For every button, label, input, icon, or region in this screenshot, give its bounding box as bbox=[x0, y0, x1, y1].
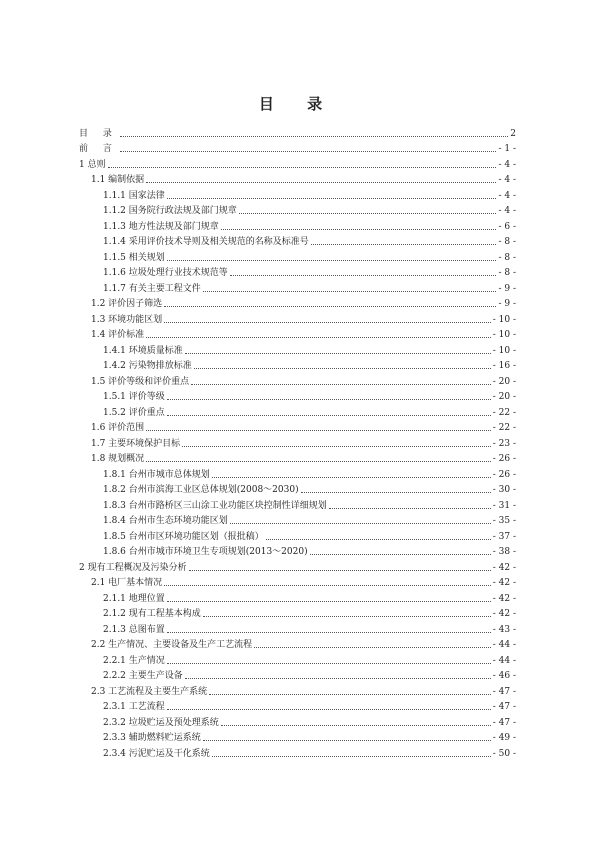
toc-entry-page: - 44 - bbox=[492, 655, 516, 666]
toc-entry[interactable] bbox=[79, 186, 516, 202]
toc-entry[interactable] bbox=[79, 620, 516, 636]
toc-entry[interactable] bbox=[79, 357, 516, 373]
dot-leader bbox=[167, 632, 491, 633]
dot-leader bbox=[167, 415, 491, 416]
toc-entry[interactable] bbox=[79, 713, 516, 729]
toc-entry-label: 1.3 环境功能区划 bbox=[91, 314, 163, 325]
toc-entry-page: - 26 - bbox=[492, 469, 516, 480]
toc-entry-label: 1.2 评价因子筛选 bbox=[91, 299, 163, 309]
toc-title: 目 录 bbox=[258, 95, 337, 113]
toc-entry-page: - 20 - bbox=[492, 376, 516, 387]
toc-entry-page: - 47 - bbox=[492, 717, 516, 728]
toc-entry-label: 1.7 主要环境保护目标 bbox=[91, 438, 181, 449]
toc-entry[interactable] bbox=[79, 326, 516, 342]
dot-leader bbox=[221, 229, 497, 230]
toc-entry-label: 2.3.4 污泥贮运及干化系统 bbox=[103, 748, 210, 759]
toc-entry-page: - 42 - bbox=[492, 578, 516, 588]
toc-entry-label: 1.1.5 相关规划 bbox=[103, 252, 165, 263]
dot-leader bbox=[311, 244, 497, 245]
toc-entry-label: 2.3 工艺流程及主要生产系统 bbox=[91, 686, 208, 697]
toc-entry-label: 2.1.1 地理位置 bbox=[103, 593, 165, 604]
dot-leader bbox=[209, 694, 491, 695]
toc-entry[interactable] bbox=[79, 527, 516, 543]
table-of-contents bbox=[79, 124, 516, 760]
toc-entry-label: 1.1.1 国家法律 bbox=[103, 190, 165, 201]
toc-entry[interactable] bbox=[79, 543, 516, 559]
toc-entry-label: 1.1.3 地方性法规及部门规章 bbox=[103, 221, 219, 232]
dot-leader bbox=[203, 740, 491, 741]
toc-entry-page: - 26 - bbox=[492, 454, 516, 464]
dot-leader bbox=[203, 616, 491, 617]
toc-entry-label: 目 录 bbox=[79, 128, 118, 139]
dot-leader bbox=[310, 554, 491, 555]
toc-entry-page: - 8 - bbox=[498, 252, 516, 263]
toc-entry-page: - 42 - bbox=[492, 593, 516, 604]
toc-entry[interactable] bbox=[79, 310, 516, 326]
toc-entry-label: 1.5 评价等级和评价重点 bbox=[91, 376, 190, 387]
dot-leader bbox=[146, 182, 496, 183]
toc-entry-label: 1.4.1 环境质量标准 bbox=[103, 345, 183, 356]
toc-entry-label: 1.4 评价标准 bbox=[91, 330, 145, 340]
dot-leader bbox=[191, 384, 491, 385]
dot-leader bbox=[212, 756, 491, 757]
dot-leader bbox=[182, 446, 491, 447]
toc-entry-label: 1.6 评价范围 bbox=[91, 423, 145, 433]
toc-entry-page: - 50 - bbox=[492, 748, 516, 759]
toc-entry-page: 2 bbox=[510, 128, 516, 139]
toc-entry-label: 2.1.3 总图布置 bbox=[103, 624, 165, 635]
dot-leader bbox=[167, 198, 497, 199]
toc-entry-page: - 4 - bbox=[498, 159, 516, 170]
toc-entry[interactable] bbox=[79, 682, 516, 698]
toc-entry[interactable] bbox=[79, 264, 516, 280]
toc-entry-label: 2.1.2 现有工程基本构成 bbox=[103, 609, 201, 619]
toc-entry-label: 1.1.6 垃圾处理行业技术规范等 bbox=[103, 268, 228, 278]
toc-entry-page: - 31 - bbox=[492, 500, 516, 511]
toc-entry-page: - 49 - bbox=[492, 733, 516, 743]
toc-entry-label: 1.8 规划概况 bbox=[91, 454, 145, 464]
toc-entry-label: 1.1.2 国务院行政法规及部门规章 bbox=[103, 206, 237, 216]
toc-entry-page: - 4 - bbox=[498, 190, 516, 201]
toc-entry-label: 2.3.3 辅助燃料贮运系统 bbox=[103, 733, 201, 743]
toc-entry[interactable] bbox=[79, 403, 516, 419]
dot-leader bbox=[167, 399, 491, 400]
toc-entry[interactable] bbox=[79, 558, 516, 574]
toc-entry-page: - 35 - bbox=[492, 516, 516, 526]
toc-entry[interactable] bbox=[79, 233, 516, 249]
toc-entry-label: 1.8.4 台州市生态环境功能区划 bbox=[103, 516, 228, 526]
toc-entry-label: 2.3.1 工艺流程 bbox=[103, 702, 165, 712]
dot-leader bbox=[120, 136, 508, 137]
toc-entry-label: 1.5.2 评价重点 bbox=[103, 407, 165, 418]
toc-entry[interactable] bbox=[79, 729, 516, 745]
toc-entry[interactable] bbox=[79, 202, 516, 218]
dot-leader bbox=[146, 461, 491, 462]
dot-leader bbox=[212, 477, 491, 478]
dot-leader bbox=[230, 275, 497, 276]
toc-entry-page: - 22 - bbox=[492, 407, 516, 418]
toc-entry-page: - 10 - bbox=[492, 345, 516, 356]
toc-entry-page: - 9 - bbox=[498, 299, 516, 309]
toc-entry[interactable] bbox=[79, 574, 516, 590]
dot-leader bbox=[254, 647, 491, 648]
dot-leader bbox=[203, 291, 497, 292]
toc-entry-label: 1.8.6 台州市城市环境卫生专项规划(2013～2020) bbox=[103, 547, 308, 557]
toc-entry-page: - 1 - bbox=[498, 144, 516, 154]
dot-leader bbox=[185, 353, 491, 354]
dot-leader bbox=[167, 663, 491, 664]
toc-entry[interactable] bbox=[79, 744, 516, 760]
dot-leader bbox=[164, 306, 496, 307]
dot-leader bbox=[194, 368, 491, 369]
toc-entry[interactable] bbox=[79, 465, 516, 481]
toc-entry-label: 1.8.3 台州市路桥区三山涂工业功能区块控制性详细规划 bbox=[103, 500, 327, 511]
toc-entry-page: - 4 - bbox=[498, 206, 516, 216]
dot-leader bbox=[230, 523, 491, 524]
toc-entry[interactable] bbox=[79, 698, 516, 714]
toc-entry-page: - 42 - bbox=[492, 609, 516, 619]
toc-entry-page: - 16 - bbox=[492, 361, 516, 371]
toc-entry-page: - 47 - bbox=[492, 702, 516, 712]
toc-entry[interactable] bbox=[79, 496, 516, 512]
toc-entry-page: - 10 - bbox=[492, 330, 516, 340]
toc-entry-page: - 22 - bbox=[492, 423, 516, 433]
toc-entry-page: - 10 - bbox=[492, 314, 516, 325]
toc-entry-label: 2.1 电厂基本情况 bbox=[91, 578, 163, 588]
toc-entry-page: - 43 - bbox=[492, 624, 516, 635]
toc-entry[interactable] bbox=[79, 605, 516, 621]
toc-entry[interactable] bbox=[79, 636, 516, 652]
toc-entry-page: - 30 - bbox=[492, 485, 516, 495]
toc-entry-label: 2.2 生产情况、主要设备及生产工艺流程 bbox=[91, 640, 253, 650]
toc-entry-label: 前 言 bbox=[79, 144, 118, 154]
toc-entry[interactable] bbox=[79, 512, 516, 528]
toc-entry[interactable] bbox=[79, 279, 516, 295]
toc-entry-page: - 38 - bbox=[492, 547, 516, 557]
dot-leader bbox=[266, 539, 491, 540]
toc-entry-page: - 20 - bbox=[492, 392, 516, 402]
toc-entry[interactable] bbox=[79, 589, 516, 605]
dot-leader bbox=[221, 725, 491, 726]
toc-entry[interactable] bbox=[79, 651, 516, 667]
toc-entry-page: - 44 - bbox=[492, 640, 516, 650]
dot-leader bbox=[167, 709, 491, 710]
dot-leader bbox=[164, 585, 491, 586]
dot-leader bbox=[189, 570, 491, 571]
toc-entry-label: 1.4.2 污染物排放标准 bbox=[103, 361, 192, 371]
toc-entry-label: 1.8.2 台州市滨海工业区总体规划(2008～2030) bbox=[103, 485, 299, 495]
toc-entry-page: - 8 - bbox=[498, 237, 516, 247]
toc-entry[interactable] bbox=[79, 155, 516, 171]
toc-entry-page: - 42 - bbox=[492, 562, 516, 573]
toc-entry-label: 2.3.2 垃圾贮运及预处理系统 bbox=[103, 717, 219, 728]
toc-entry[interactable] bbox=[79, 667, 516, 683]
dot-leader bbox=[329, 508, 491, 509]
dot-leader bbox=[146, 430, 491, 431]
dot-leader bbox=[167, 601, 491, 602]
toc-entry-label: 2 现有工程概况及污染分析 bbox=[79, 562, 187, 573]
toc-entry-label: 1.1.4 采用评价技术导则及相关规范的名称及标准号 bbox=[103, 237, 309, 247]
dot-leader bbox=[167, 260, 497, 261]
toc-entry[interactable] bbox=[79, 419, 516, 435]
toc-entry-label: 2.2.1 生产情况 bbox=[103, 655, 165, 666]
dot-leader bbox=[301, 492, 491, 493]
toc-entry[interactable] bbox=[79, 372, 516, 388]
toc-entry-label: 1.8.1 台州市城市总体规划 bbox=[103, 469, 210, 480]
toc-entry[interactable] bbox=[79, 295, 516, 311]
dot-leader bbox=[239, 213, 497, 214]
toc-entry-page: - 8 - bbox=[498, 268, 516, 278]
dot-leader bbox=[146, 337, 491, 338]
toc-entry-label: 1.5.1 评价等级 bbox=[103, 392, 165, 402]
toc-entry[interactable] bbox=[79, 217, 516, 233]
toc-entry-page: - 46 - bbox=[492, 671, 516, 681]
toc-entry[interactable] bbox=[79, 140, 516, 156]
toc-entry[interactable] bbox=[79, 481, 516, 497]
toc-entry-page: - 9 - bbox=[498, 283, 516, 294]
dot-leader bbox=[185, 678, 491, 679]
toc-entry-page: - 23 - bbox=[492, 438, 516, 449]
toc-entry[interactable] bbox=[79, 450, 516, 466]
toc-entry-label: 1 总则 bbox=[79, 159, 106, 170]
toc-entry-page: - 6 - bbox=[498, 221, 516, 232]
toc-entry[interactable] bbox=[79, 434, 516, 450]
toc-entry[interactable] bbox=[79, 341, 516, 357]
dot-leader bbox=[120, 151, 497, 152]
toc-entry[interactable] bbox=[79, 171, 516, 187]
toc-entry-label: 1.8.5 台州市区环境功能区划（报批稿） bbox=[103, 531, 264, 542]
toc-entry-label: 1.1.7 有关主要工程文件 bbox=[103, 283, 201, 294]
toc-entry-label: 1.1 编制依据 bbox=[91, 175, 145, 185]
toc-entry[interactable] bbox=[79, 248, 516, 264]
dot-leader bbox=[164, 322, 491, 323]
toc-entry-page: - 47 - bbox=[492, 686, 516, 697]
toc-entry[interactable] bbox=[79, 388, 516, 404]
dot-leader bbox=[108, 167, 497, 168]
toc-entry-page: - 4 - bbox=[498, 175, 516, 185]
toc-entry-page: - 37 - bbox=[492, 531, 516, 542]
toc-entry-label: 2.2.2 主要生产设备 bbox=[103, 671, 183, 681]
toc-entry[interactable] bbox=[79, 124, 516, 140]
